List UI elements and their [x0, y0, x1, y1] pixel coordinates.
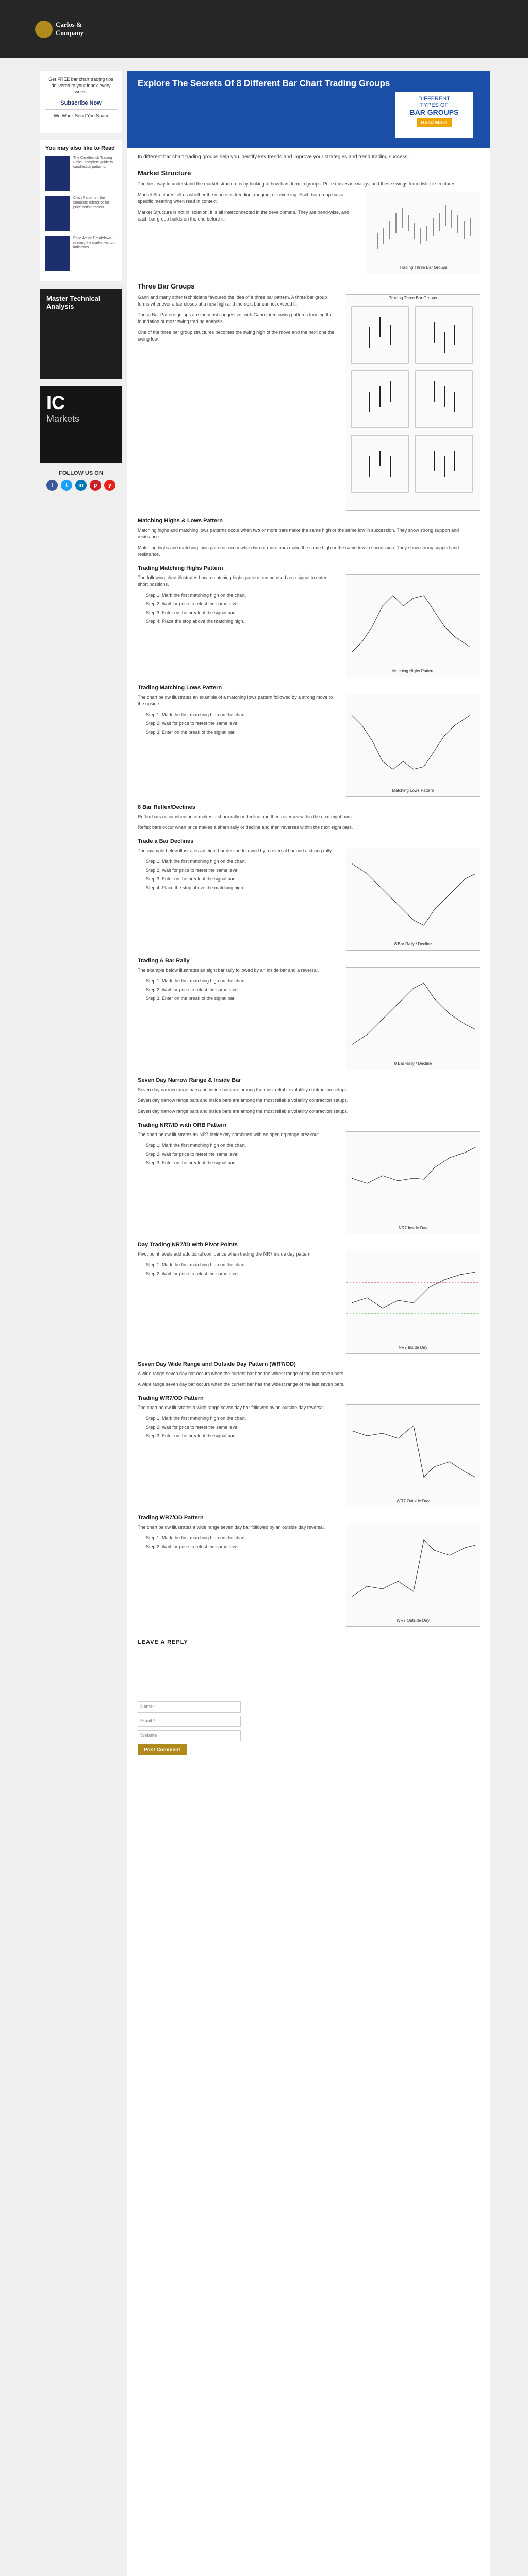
bullet-item: Step 3: Enter on the break of the signal bar.	[146, 1433, 236, 1438]
broker-sub: Markets	[46, 414, 80, 424]
article	[127, 71, 490, 2576]
bullet-item: Step 1: Mark the first matching high on the chart.	[146, 1262, 246, 1267]
follow-title: FOLLOW US ON	[59, 470, 103, 477]
bullet-item: Step 4: Place the stop above the matching high.	[146, 619, 245, 624]
subsection-title: Trading WR7/OD Pattern	[138, 1515, 204, 1521]
book-item[interactable]	[45, 156, 117, 191]
broker-ad[interactable]	[40, 386, 122, 463]
bar-rally-chart	[346, 968, 480, 1060]
figure-caption: WR7 Outside Day	[396, 1499, 430, 1503]
hero-promo	[395, 92, 473, 138]
sidebar-ad[interactable]	[40, 289, 122, 379]
promo-line-2: TYPES OF	[420, 102, 449, 108]
book-cover-icon[interactable]	[45, 156, 70, 191]
book-cover-icon[interactable]	[45, 196, 70, 231]
newsletter-box	[40, 71, 122, 133]
matching-lows-chart	[346, 694, 480, 787]
body-text: The chart below illustrates a wide range seven day bar followed by an outside day reversal.	[138, 1405, 325, 1410]
name-field[interactable]: Name *	[138, 1701, 241, 1713]
body-text: Seven day narrow range bars and inside bars are among the most reliable volatility contraction setups.	[138, 1087, 349, 1092]
subsection-title: Seven Day Narrow Range & Inside Bar	[138, 1077, 241, 1083]
subsection-title: Trading Matching Highs Pattern	[138, 565, 223, 571]
bullet-item: Step 3: Enter on the break of the signal bar.	[146, 876, 236, 882]
matching-highs-chart	[346, 575, 480, 668]
subsection-title: Matching Highs & Lows Pattern	[138, 518, 223, 524]
figure-caption: 8 Bar Rally / Decline	[394, 942, 432, 946]
section-title: Three Bar Groups	[138, 282, 195, 290]
wr7-short-chart	[346, 1524, 480, 1617]
body-text: Reflex bars occur when price makes a sharp rally or decline and then reverses within the next eight bars.	[138, 814, 353, 819]
website-field[interactable]: Website	[138, 1730, 241, 1741]
figure-caption: WR7 Outside Day	[396, 1618, 430, 1623]
email-field[interactable]: Email *	[138, 1716, 241, 1727]
bullet-item: Step 1: Mark the first matching high on the chart.	[146, 1535, 246, 1540]
bullet-item: Step 1: Mark the first matching high on the chart.	[146, 1416, 246, 1421]
bullet-item: Step 2: Wait for price to retest the same level.	[146, 1271, 240, 1276]
body-text: A wide range seven day bar occurs when the current bar has the widest range of the last seven bars.	[138, 1371, 345, 1376]
newsletter-subscribe-link[interactable]: Subscribe Now	[60, 100, 102, 106]
intro-text: In different bar chart trading groups help you identify key trends and improve your strategies and trend trading success.	[138, 154, 409, 160]
body-text: Matching highs and matching lows patterns occur when two or more bars make the same high or the same low in succession. They show strong support and resistance.	[138, 528, 459, 539]
body-text: Pivot point levels add additional confluence when trading the NR7 inside day pattern.	[138, 1251, 312, 1257]
site-logo-text[interactable]	[56, 21, 84, 37]
bullet-item: Step 2: Wait for price to retest the same level.	[146, 1151, 240, 1157]
bullet-item: Step 2: Wait for price to retest the same level.	[146, 1544, 240, 1549]
comment-title: LEAVE A REPLY	[138, 1639, 188, 1646]
book-cover-icon[interactable]	[45, 236, 70, 271]
social-links	[40, 480, 122, 491]
figure-caption: Matching Lows Pattern	[392, 788, 434, 793]
bullet-item: Step 3: Enter on the break of the signal bar.	[146, 996, 236, 1001]
chart-figure	[346, 1131, 480, 1234]
chart-figure	[346, 1404, 480, 1507]
body-text: The chart below illustrates an example of a matching lows pattern followed by a strong move to the upside.	[138, 694, 333, 706]
bullet-item: Step 1: Mark the first matching high on the chart.	[146, 712, 246, 717]
chart-figure	[346, 848, 480, 951]
pivot-chart	[346, 1251, 480, 1344]
figure-caption: NR7 Inside Day	[398, 1226, 428, 1230]
twitter-icon[interactable]: t	[61, 480, 72, 491]
book-item[interactable]	[45, 196, 117, 231]
chart-figure	[346, 1524, 480, 1627]
body-text: Matching highs and matching lows patterns occur when two or more bars make the same high or the same low in succession. They show strong support and resistance.	[138, 545, 459, 557]
bullet-item: Step 3: Enter on the break of the signal bar.	[146, 1160, 236, 1165]
comment-form	[138, 1639, 480, 1755]
read-more-button[interactable]: Read More	[417, 118, 451, 127]
body-text: Market Structures tell us whether the market is trending, ranging, or reversing. Each bar group has a specific meaning when read in context.	[138, 192, 344, 204]
figure-caption: Trading Three Bar Groups	[399, 265, 448, 270]
body-text: One of the three bar group structures becomes the swing high of the move and the next one the swing low.	[138, 330, 335, 342]
bar-chart-illustration	[367, 192, 480, 264]
newsletter-text: Get FREE bar chart trading tips delivered to your inbox every week.	[48, 77, 113, 94]
bullet-item: Step 3: Enter on the break of the signal bar.	[146, 610, 236, 615]
bullet-item: Step 2: Wait for price to retest the same level.	[146, 987, 240, 992]
body-text: The best way to understand the market structure is by looking at how bars form in groups. Price moves in swings, and these swings form distinct structures.	[138, 181, 457, 187]
recommended-reading	[40, 140, 122, 281]
newsletter-sub: We Won't Send You Spam	[54, 113, 108, 118]
body-text: Seven day narrow range bars and inside bars are among the most reliable volatility contraction setups.	[138, 1098, 349, 1103]
subsection-title: Trade a Bar Declines	[138, 838, 194, 844]
chart-figure	[346, 967, 480, 1070]
body-text: A wide range seven day bar occurs when the current bar has the widest range of the last seven bars.	[138, 1382, 345, 1387]
ad-text: Master Technical Analysis	[46, 295, 101, 310]
book-item[interactable]	[45, 236, 117, 271]
bullet-item: Step 4: Place the stop above the matching high.	[146, 885, 245, 890]
chart-figure	[346, 1251, 480, 1354]
bullet-item: Step 2: Wait for price to retest the same level.	[146, 721, 240, 726]
bullet-item: Step 2: Wait for price to retest the same level.	[146, 868, 240, 873]
subsection-title: Trading WR7/OD Pattern	[138, 1395, 204, 1401]
body-text: The chart below illustrates a wide range seven day bar followed by an outside day reversal.	[138, 1524, 325, 1530]
logo-line-1: Carlos &	[56, 21, 82, 28]
body-text: These Bar Pattern groups are the most suggestive, with Gann three swing patterns forming the foundation of most swing trading analysis.	[138, 312, 333, 324]
broker-logo-text: IC	[46, 392, 65, 413]
bullet-item: Step 1: Mark the first matching high on the chart.	[146, 859, 246, 864]
post-comment-button[interactable]: Post Comment	[138, 1744, 187, 1755]
body-text: The chart below illustrates an NR7 inside day combined with an opening range breakout.	[138, 1132, 320, 1137]
book-text: Chart Patterns - the complete reference for price action traders.	[73, 196, 110, 209]
chart-figure	[367, 192, 480, 274]
figure-caption: Matching Highs Pattern	[391, 669, 435, 673]
bullet-item: Step 2: Wait for price to retest the same level.	[146, 601, 240, 606]
bullet-item: Step 3: Enter on the break of the signal bar.	[146, 730, 236, 735]
body-text: Seven day narrow range bars and inside bars are among the most reliable volatility contraction setups.	[138, 1109, 349, 1114]
book-text: The Candlestick Trading Bible - complete guide to candlestick patterns.	[73, 156, 113, 169]
logo-line-2: Company	[56, 29, 84, 37]
subsection-title: Trading NR7/ID with ORB Pattern	[138, 1122, 227, 1128]
page-title: Explore The Secrets Of 8 Different Bar Chart Trading Groups	[138, 78, 390, 88]
comment-textarea[interactable]	[138, 1651, 480, 1696]
nr7-chart	[346, 1132, 480, 1225]
promo-line-1: DIFFERENT	[418, 96, 450, 102]
linkedin-icon[interactable]: in	[75, 480, 87, 491]
chart-figure	[346, 694, 480, 797]
three-bar-grid-illustration	[346, 301, 480, 502]
figure-caption: NR7 Inside Day	[398, 1345, 428, 1350]
chart-figure	[346, 574, 480, 677]
chart-figure	[346, 294, 480, 511]
body-text: Market Structure is not in isolation; it is all interconnected in the development. They are trend-wise, and each bar group builds on the one before it.	[138, 210, 350, 222]
bullet-item: Step 2: Wait for price to retest the same level.	[146, 1425, 240, 1430]
subsection-title: Day Trading NR7/ID with Pivot Points	[138, 1242, 238, 1248]
subsection-title: Trading A Bar Rally	[138, 958, 190, 964]
section-title: Market Structure	[138, 169, 191, 177]
figure-caption: Trading Three Bar Groups	[389, 296, 437, 300]
subsection-title: Trading Matching Lows Pattern	[138, 685, 222, 691]
youtube-icon[interactable]: y	[104, 480, 116, 491]
logo-icon[interactable]	[35, 21, 53, 38]
subsection-title: 8 Bar Reflex/Declines	[138, 804, 195, 810]
site-header	[0, 0, 528, 58]
body-text: The example below illustrates an eight bar decline followed by a reversal bar and a strong rally.	[138, 848, 333, 853]
facebook-icon[interactable]: f	[46, 480, 58, 491]
subsection-title: Seven Day Wide Range and Outside Day Pattern (WR7/OD)	[138, 1361, 296, 1367]
sidebar	[40, 71, 122, 491]
body-text: The example below illustrates an eight bar rally followed by an inside bar and a reversal.	[138, 968, 319, 973]
body-text: Gann and many other technicians favoured the idea of a three bar pattern. A three bar group forms whenever a bar closes at a new high and the next bar cannot exceed it.	[138, 295, 327, 307]
wr7-chart	[346, 1405, 480, 1498]
body-text: Reflex bars occur when price makes a sharp rally or decline and then reverses within the next eight bars.	[138, 825, 353, 830]
bar-decline-chart	[346, 848, 480, 941]
book-text: Price Action Breakdown - reading the market without indicators.	[73, 236, 116, 249]
promo-line-3: BAR GROUPS	[409, 108, 459, 116]
bullet-item: Step 1: Mark the first matching high on the chart.	[146, 592, 246, 598]
hero-banner	[127, 71, 490, 148]
pinterest-icon[interactable]: p	[90, 480, 101, 491]
bullet-item: Step 1: Mark the first matching high on the chart.	[146, 1143, 246, 1148]
recommended-title: You may also like to Read	[45, 145, 115, 151]
body-text: The following chart illustrates how a matching highs pattern can be used as a signal to enter short positions.	[138, 575, 327, 587]
bullet-item: Step 1: Mark the first matching high on the chart.	[146, 978, 246, 984]
divider	[45, 109, 117, 110]
figure-caption: 8 Bar Rally / Decline	[394, 1061, 432, 1066]
